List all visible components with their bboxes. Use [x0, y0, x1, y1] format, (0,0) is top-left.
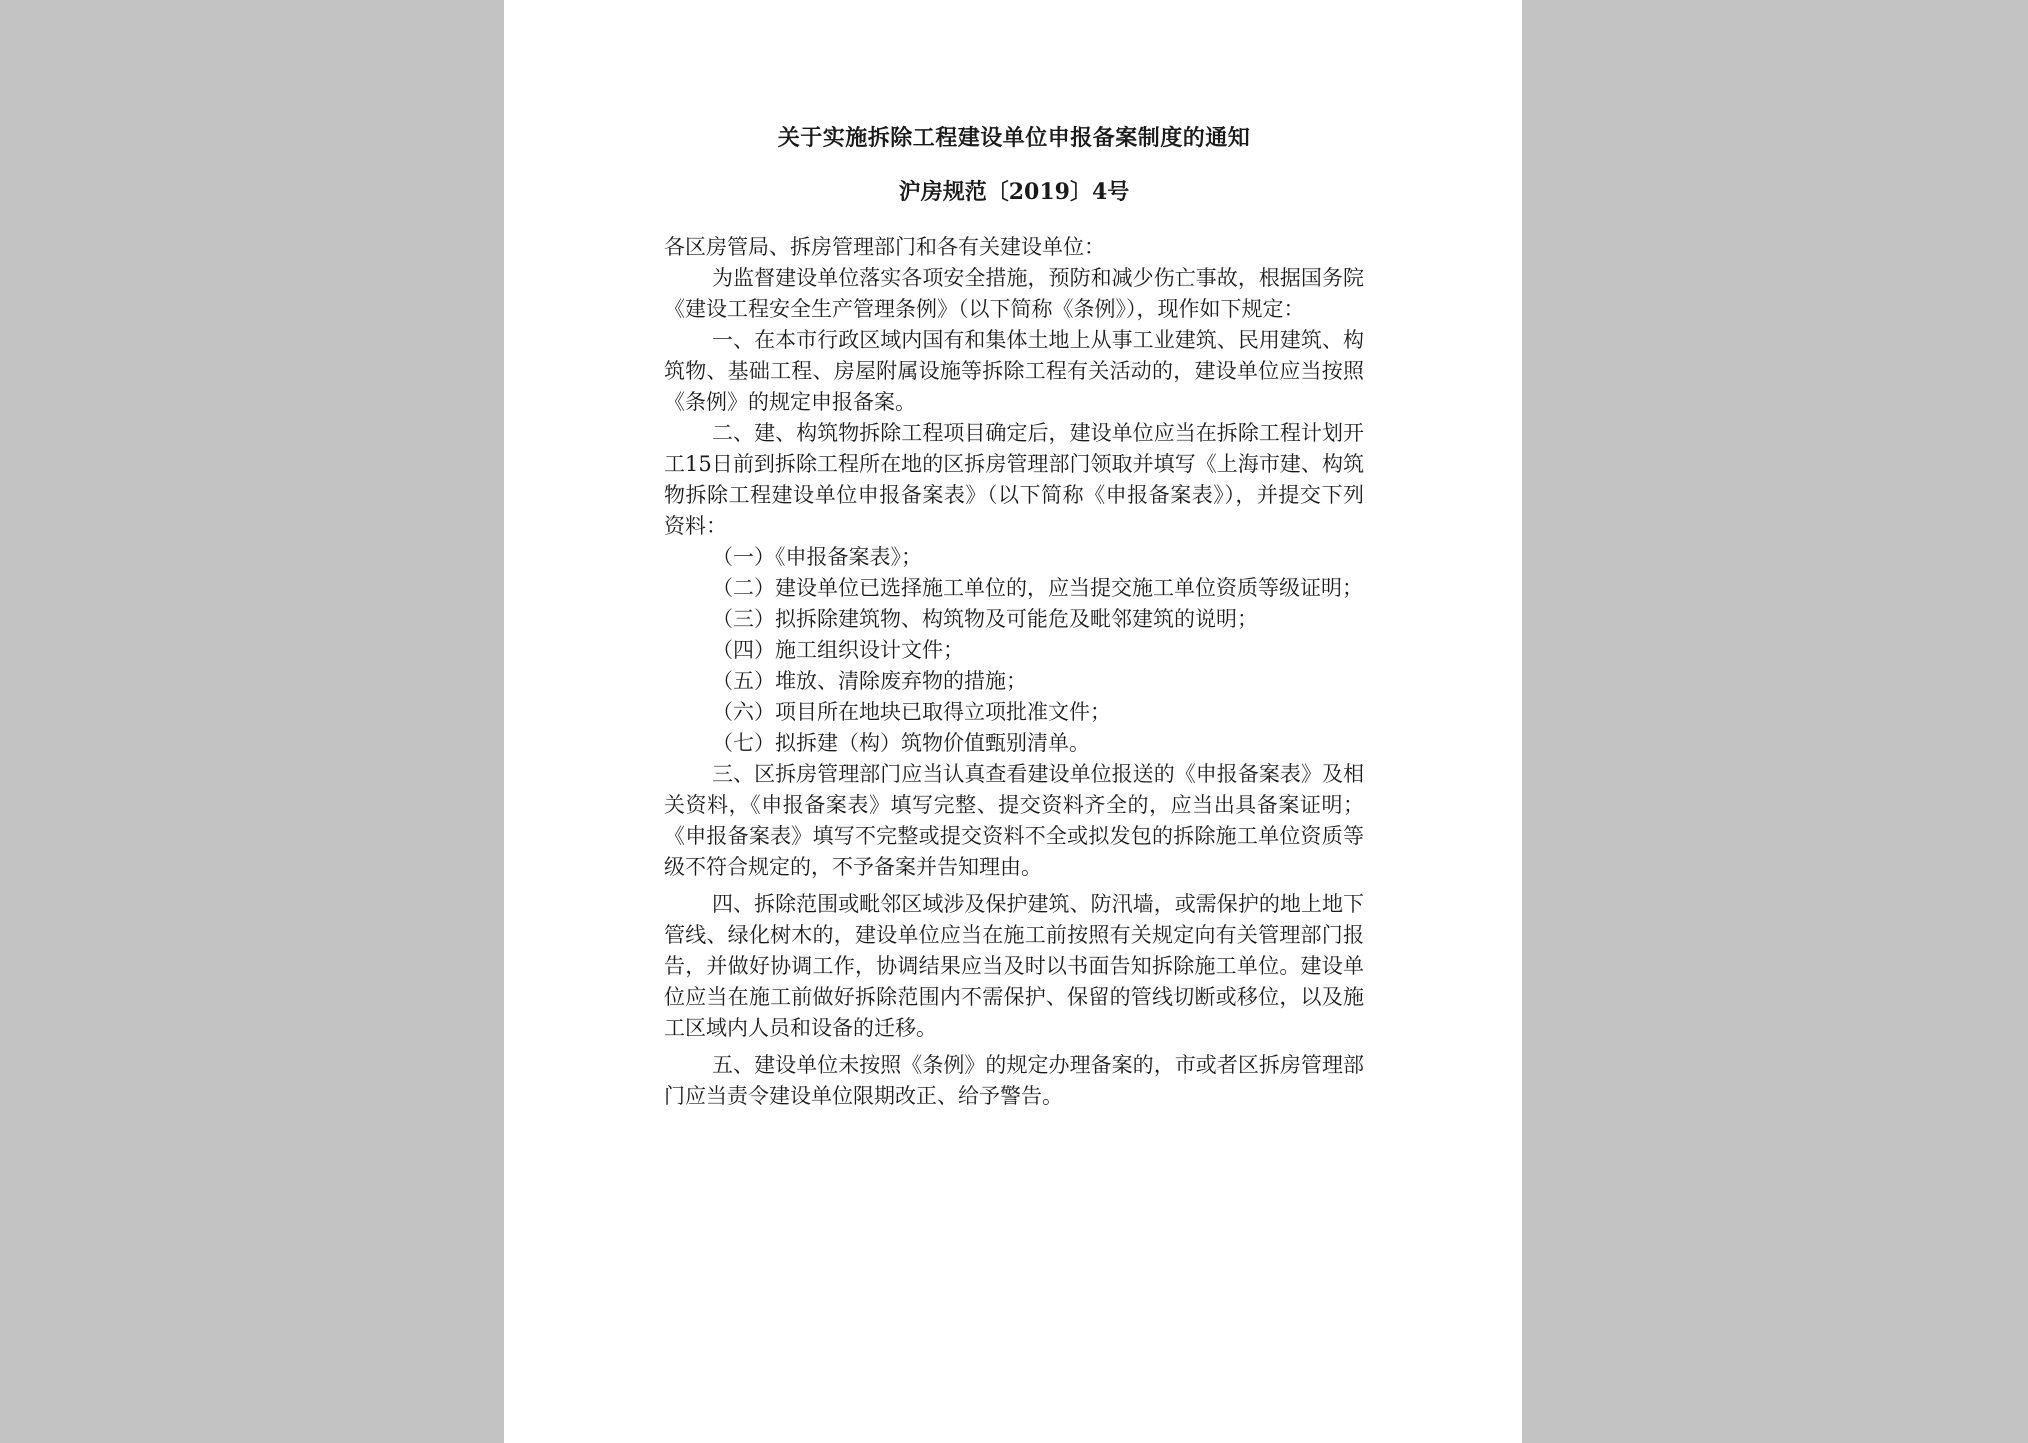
clause-1: 一、在本市行政区域内国有和集体土地上从事工业建筑、民用建筑、构筑物、基础工程、房屋附属设施等拆除工程有关活动的，建设单位应当按照《条例》的规定申报备案。 [664, 328, 1364, 414]
list-item: （二）建设单位已选择施工单位的，应当提交施工单位资质等级证明； [712, 576, 1363, 600]
clause-3: 三、区拆房管理部门应当认真查看建设单位报送的《申报备案表》及相关资料，《申报备案表》填写完整、提交资料齐全的，应当出具备案证明；《申报备案表》填写不完整或提交资料不全或拟发包的拆除施工单位资质等级不符合规定的，不予备案并告知理由。 [664, 762, 1364, 879]
intro-paragraph: 为监督建设单位落实各项安全措施，预防和减少伤亡事故，根据国务院《建设工程安全生产管理条例》（以下简称《条例》），现作如下规定： [664, 266, 1364, 321]
list-item: （三）拟拆除建筑物、构筑物及可能危及毗邻建筑的说明； [712, 607, 1258, 631]
list-item: （五）堆放、清除废弃物的措施； [712, 669, 1027, 693]
document-content [664, 122, 1364, 1112]
document-title: 关于实施拆除工程建设单位申报备案制度的通知 [777, 125, 1251, 151]
document-number: 沪房规范〔2019〕4号 [898, 179, 1130, 205]
list-item: （七）拟拆建（构）筑物价值甄别清单。 [712, 731, 1090, 755]
clause-5: 五、建设单位未按照《条例》的规定办理备案的，市或者区拆房管理部门应当责令建设单位限期改正、给予警告。 [664, 1053, 1364, 1108]
clause-2: 二、建、构筑物拆除工程项目确定后，建设单位应当在拆除工程计划开工15日前到拆除工程所在地的区拆房管理部门领取并填写《上海市建、构筑物拆除工程建设单位申报备案表》（以下简称《申报备案表》），并提交下列资料： [664, 421, 1364, 538]
list-item: （一）《申报备案表》； [712, 545, 922, 569]
list-item: （四）施工组织设计文件； [712, 638, 964, 662]
document-page [504, 0, 1522, 1443]
salutation: 各区房管局、拆房管理部门和各有关建设单位： [664, 235, 1105, 259]
document-body [664, 232, 1364, 1112]
clause-4: 四、拆除范围或毗邻区域涉及保护建筑、防汛墙，或需保护的地上地下管线、绿化树木的，建设单位应当在施工前按照有关规定向有关管理部门报告，并做好协调工作，协调结果应当及时以书面告知拆除施工单位。建设单位应当在施工前做好拆除范围内不需保护、保留的管线切断或移位，以及施工区域内人员和设备的迁移。 [664, 892, 1364, 1040]
list-item: （六）项目所在地块已取得立项批准文件； [712, 700, 1111, 724]
